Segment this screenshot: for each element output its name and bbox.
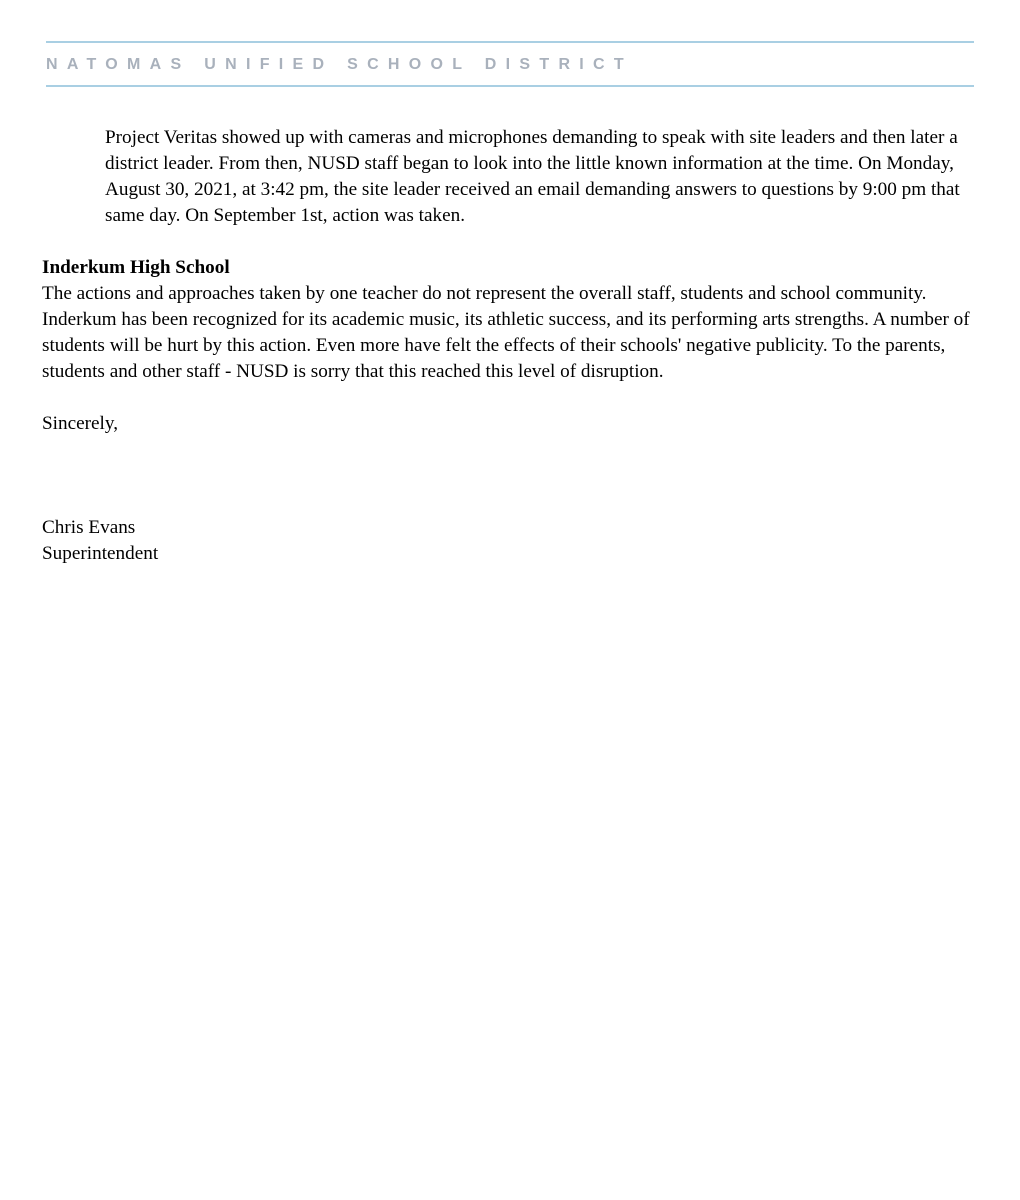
intro-paragraph: Project Veritas showed up with cameras and microphones demanding to speak with site leaders and then later a district leader. From then, NUSD staff began to look into the little known information at the time. On Monday, August 30, 2021, at 3:42 pm, the site leader received an email demanding answers to questions by 9:00 pm that same day. On September 1st, action was taken. xyxy=(105,127,960,226)
signer-name: Chris Evans xyxy=(42,517,136,538)
section-heading: Inderkum High School xyxy=(42,257,230,278)
letterhead xyxy=(46,41,974,87)
signer-title: Superintendent xyxy=(42,543,159,564)
letterhead-title: NATOMAS UNIFIED SCHOOL DISTRICT xyxy=(46,56,633,73)
signature-block xyxy=(42,515,158,567)
closing-salutation: Sincerely, xyxy=(42,413,119,434)
inderkum-section xyxy=(42,255,977,385)
section-body: The actions and approaches taken by one teacher do not represent the overall staff, students and school community. Inderkum has been recognized for its academic music, its athletic success, and its performing arts strengths. A number of students will be hurt by this action. Even more have felt the effects of their schools' negative publicity. To the parents, students and other staff - NUSD is sorry that this reached this level of disruption. xyxy=(42,283,970,382)
